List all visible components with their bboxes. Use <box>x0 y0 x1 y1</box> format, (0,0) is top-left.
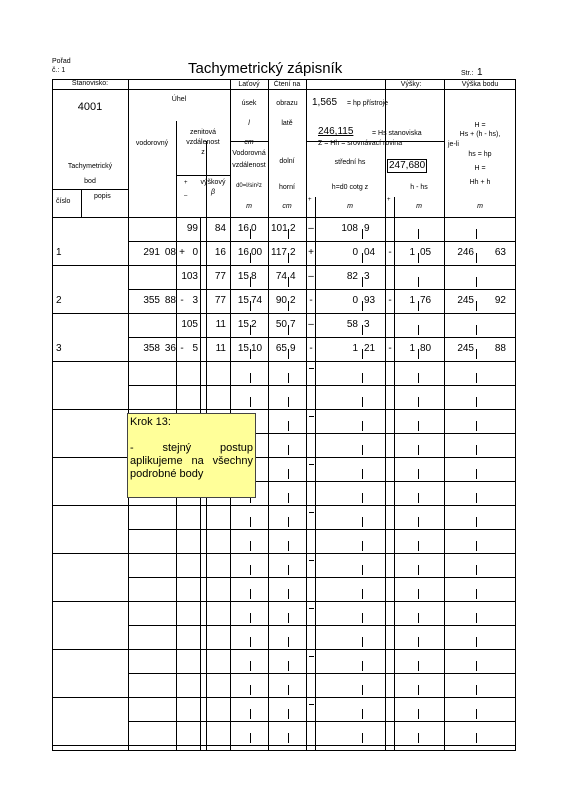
row-1-s1: + <box>308 247 314 258</box>
row-3-s1: - <box>309 295 313 306</box>
row-1-H2: 63 <box>494 247 506 258</box>
row-5-H2: 88 <box>494 343 506 354</box>
row-3-l2: 74 <box>251 295 263 306</box>
page-title: Tachymetrický zápisník <box>188 60 343 77</box>
stanovisko-height-label: = Hs stanoviska <box>372 130 422 137</box>
row-2-l2: 8 <box>251 271 257 282</box>
srovnavaci-value: 247,680 <box>389 160 426 171</box>
plusminus-bottom: – <box>184 193 188 199</box>
page-number: 1 <box>477 67 483 78</box>
record-table <box>52 79 516 751</box>
row-4-l2: 2 <box>251 319 257 330</box>
zenitova-label: zenitová <box>189 129 217 136</box>
row-3-hz1: 355 <box>143 295 160 306</box>
h-hs-label: h - hs <box>410 184 428 191</box>
row-5-h1: 1 <box>352 343 358 354</box>
late-label: latě <box>281 120 293 127</box>
usek-label: úsek <box>241 100 257 107</box>
row-5-dh2: 80 <box>420 343 432 354</box>
m-label-1: m <box>347 203 353 210</box>
plus-2: + <box>387 197 391 203</box>
row-3-hz2: 88 <box>164 295 176 306</box>
row-1-num: 1 <box>56 247 62 258</box>
row-2-l1: 15 <box>237 271 249 282</box>
jeli-label: je-li <box>448 141 459 148</box>
plus-1: + <box>308 197 312 203</box>
plusminus-top: + <box>184 180 188 186</box>
vyska-bodu-label: Výška bodu <box>461 81 499 88</box>
row-0-d2: 2 <box>290 223 296 234</box>
poradi-number: č.: 1 <box>52 67 66 74</box>
pristroj-value: 1,565 <box>312 97 338 108</box>
vzdalenost2-label: vzdálenost <box>232 162 266 169</box>
m-label-2: m <box>416 203 422 210</box>
row-2-z1: 103 <box>181 271 198 282</box>
popis-label: popis <box>94 193 111 200</box>
step-note <box>127 413 256 498</box>
note-line-2: aplikujeme na všechny <box>130 455 253 467</box>
row-3-H1: 245 <box>457 295 474 306</box>
row-0-z1: 99 <box>186 223 198 234</box>
row-3-z1: 3 <box>192 295 198 306</box>
bod-label: bod <box>84 178 96 185</box>
dolni-label: dolní <box>279 158 295 165</box>
row-3-l1: 15 <box>237 295 249 306</box>
vodorovna-label: Vodorovná <box>232 150 266 157</box>
row-3-num: 2 <box>56 295 62 306</box>
row-3-d2: 2 <box>290 295 296 306</box>
row-1-h1: 0 <box>352 247 358 258</box>
row-1-d1: 117 <box>271 247 287 258</box>
l-label: l <box>248 120 250 127</box>
row-3-h1: 0 <box>352 295 358 306</box>
row-1-dh2: 05 <box>420 247 432 258</box>
row-1-d2: 2 <box>290 247 296 258</box>
vysky-label: Výšky: <box>400 81 422 88</box>
row-3-dh1: 1 <box>409 295 415 306</box>
row-4-z2: 11 <box>215 319 226 330</box>
row-5-dh1: 1 <box>409 343 415 354</box>
row-1-dh1: 1 <box>409 247 415 258</box>
vzdalenost-label: vzdálenost <box>186 139 220 146</box>
row-0-h1: 108 <box>341 223 358 234</box>
stanovisko-label: Stanovisko: <box>71 80 109 87</box>
z-label: z <box>201 149 205 156</box>
row-2-s1: – <box>308 271 314 282</box>
row-1-hz2: 08 <box>164 247 176 258</box>
row-3-s2: - <box>388 295 392 306</box>
hcotg-label: h=d0 cotg z <box>331 184 369 191</box>
row-0-h2: 9 <box>364 223 370 234</box>
stredni-label: střední hs <box>334 159 366 166</box>
pristroj-label: = hp přístroje <box>347 100 389 107</box>
poradi-label: Pořad <box>52 58 71 65</box>
cislo-label: číslo <box>56 198 71 205</box>
hform-1: H = <box>474 122 486 129</box>
row-1-sign: + <box>179 247 185 258</box>
row-4-h1: 58 <box>346 319 358 330</box>
row-3-z2: 77 <box>214 295 226 306</box>
d0-label: d0=l/sin²z <box>236 183 262 189</box>
row-4-l1: 15 <box>237 319 249 330</box>
row-1-s2: - <box>388 247 392 258</box>
note-line-1: - stejný postup <box>130 442 253 454</box>
row-5-z1: 5 <box>192 343 198 354</box>
hform-4: H = <box>474 165 486 172</box>
row-5-h2: 21 <box>364 343 376 354</box>
row-0-l2: 0 <box>251 223 257 234</box>
row-3-d1: 90 <box>275 295 287 306</box>
tachymetricky-label: Tachymetrický <box>67 163 113 170</box>
m-label-0: m <box>246 203 252 210</box>
uhel-label: Úhel <box>171 96 187 103</box>
row-1-z2: 16 <box>214 247 226 258</box>
cm-label-1: cm <box>244 139 254 146</box>
row-5-l2: 10 <box>251 343 263 354</box>
row-2-d1: 74 <box>275 271 287 282</box>
row-4-s1: – <box>308 319 314 330</box>
vyskovy-label: výškový <box>200 179 226 186</box>
row-1-H1: 246 <box>457 247 474 258</box>
vodorovny-label: vodorovný <box>135 140 169 147</box>
row-4-h2: 3 <box>364 319 370 330</box>
row-5-s1: - <box>309 343 313 354</box>
row-0-s1: – <box>308 223 314 234</box>
row-5-s2: - <box>388 343 392 354</box>
row-5-sign: - <box>180 343 184 354</box>
latovy-label: Laťový <box>238 81 260 88</box>
row-2-h1: 82 <box>346 271 358 282</box>
hform-5: Hh + h <box>469 179 491 186</box>
row-1-h2: 04 <box>364 247 376 258</box>
row-2-z2: 77 <box>214 271 226 282</box>
note-line-3: podrobné body <box>130 468 204 480</box>
row-0-z2: 84 <box>214 223 226 234</box>
horni-label: horní <box>279 184 295 191</box>
row-2-h2: 3 <box>364 271 370 282</box>
row-5-d1: 65 <box>275 343 287 354</box>
m-label-3: m <box>477 203 483 210</box>
beta-label: β <box>211 189 215 196</box>
row-4-d2: 7 <box>290 319 296 330</box>
row-0-d1: 101 <box>271 223 288 234</box>
srovnavaci-label: Σ = Hh = srovnávací rovina <box>318 140 403 147</box>
row-5-H1: 245 <box>457 343 474 354</box>
row-5-num: 3 <box>56 343 62 354</box>
row-5-hz1: 358 <box>143 343 160 354</box>
row-3-sign: - <box>180 295 184 306</box>
page-label: Str.: <box>461 70 474 77</box>
row-1-z1: 0 <box>192 247 198 258</box>
row-1-hz1: 291 <box>143 247 160 258</box>
row-4-d1: 50 <box>275 319 287 330</box>
cm-label-2: cm <box>282 203 292 210</box>
row-4-z1: 105 <box>181 319 198 330</box>
row-3-h2: 93 <box>364 295 376 306</box>
row-5-z2: 11 <box>215 343 226 354</box>
row-1-l2: 00 <box>251 247 263 258</box>
stanovisko-height-value: 246,115 <box>318 126 354 137</box>
row-3-H2: 92 <box>494 295 506 306</box>
hform-3: hs = hp <box>468 151 492 158</box>
row-1-l1: 16 <box>237 247 249 258</box>
stanovisko-value: 4001 <box>77 101 103 113</box>
hform-2: Hs + (h - hs), <box>459 131 501 138</box>
row-0-l1: 16 <box>237 223 249 234</box>
obrazu-label: obrazu <box>276 100 298 107</box>
note-title: Krok 13: <box>130 416 171 428</box>
row-5-hz2: 36 <box>164 343 176 354</box>
cteni-label: Čtení na <box>273 81 301 88</box>
row-5-d2: 9 <box>290 343 296 354</box>
row-3-dh2: 76 <box>420 295 432 306</box>
row-5-l1: 15 <box>237 343 249 354</box>
row-2-d2: 4 <box>290 271 296 282</box>
